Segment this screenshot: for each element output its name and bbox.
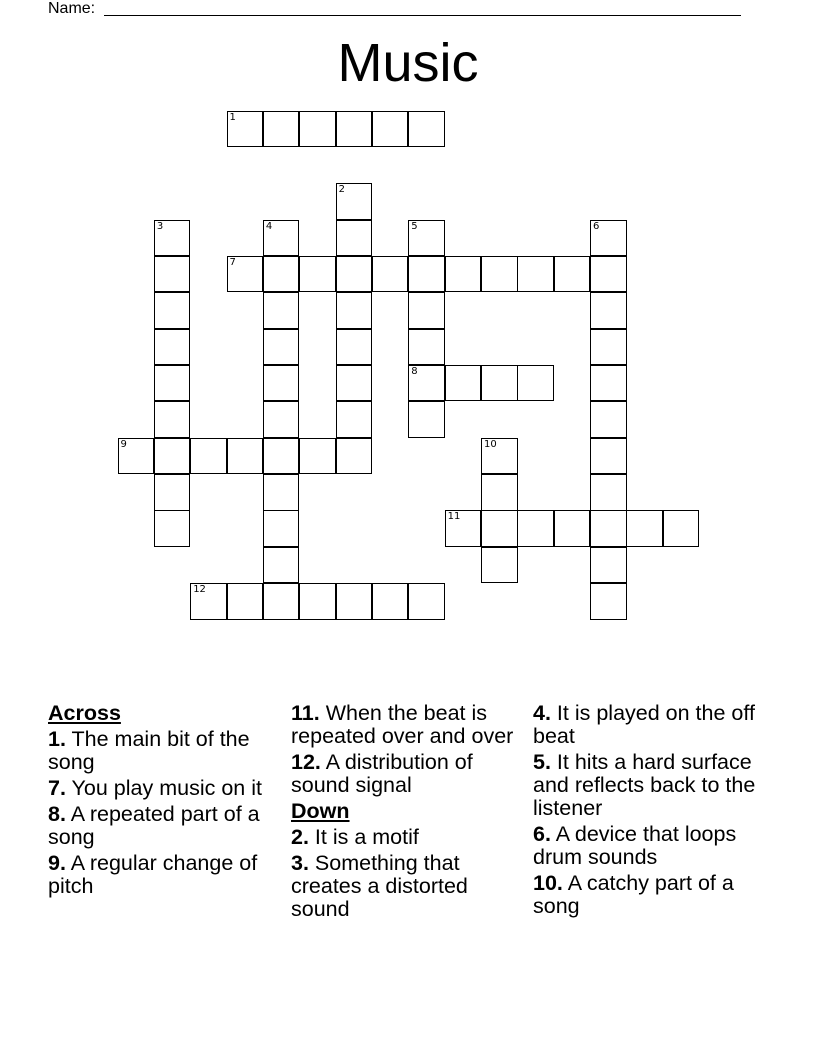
grid-cell[interactable] — [481, 547, 518, 584]
grid-cell[interactable] — [481, 474, 518, 511]
grid-cell[interactable] — [263, 474, 300, 511]
grid-cell[interactable] — [481, 365, 518, 402]
clue-column-1 — [48, 702, 273, 901]
clue-text: When the beat is repeated over and over — [291, 701, 514, 748]
grid-cell[interactable] — [481, 438, 518, 475]
grid-cell[interactable] — [154, 329, 191, 366]
grid-cell[interactable] — [336, 438, 373, 475]
grid-cell[interactable] — [263, 401, 300, 438]
cell-number: 10 — [484, 438, 497, 450]
cell-number: 5 — [411, 220, 418, 232]
name-label: Name: — [48, 0, 96, 17]
grid-cell[interactable] — [263, 438, 300, 475]
grid-cell[interactable] — [663, 510, 700, 547]
clue-number: 9. — [48, 851, 66, 875]
down-heading: Down — [291, 799, 350, 823]
page-title: Music — [337, 33, 479, 93]
grid-cell[interactable] — [263, 365, 300, 402]
grid-cell[interactable] — [299, 438, 336, 475]
grid-cell[interactable] — [263, 292, 300, 329]
grid-cell[interactable] — [590, 329, 627, 366]
grid-cell[interactable] — [445, 365, 482, 402]
grid-cell[interactable] — [263, 111, 300, 148]
grid-cell[interactable] — [372, 583, 409, 620]
grid-cell[interactable] — [263, 329, 300, 366]
clue-across-11 — [291, 702, 516, 748]
clue-down-5 — [533, 751, 763, 820]
grid-cell[interactable] — [336, 220, 373, 257]
clue-text: Something that creates a distorted sound — [291, 851, 468, 921]
cell-number: 8 — [411, 365, 418, 377]
clue-across-8 — [48, 803, 273, 849]
grid-cell[interactable] — [336, 329, 373, 366]
grid-cell[interactable] — [517, 365, 554, 402]
grid-cell[interactable] — [408, 220, 445, 257]
clue-number: 1. — [48, 727, 66, 751]
clue-number: 2. — [291, 825, 309, 849]
grid-cell[interactable] — [408, 401, 445, 438]
grid-cell[interactable] — [190, 583, 227, 620]
grid-cell[interactable] — [299, 583, 336, 620]
clue-number: 10. — [533, 871, 563, 895]
grid-cell[interactable] — [227, 111, 264, 148]
clue-number: 7. — [48, 776, 66, 800]
clue-column-3 — [533, 702, 763, 921]
grid-cell[interactable] — [154, 438, 191, 475]
grid-cell[interactable] — [154, 256, 191, 293]
clue-down-4 — [533, 702, 763, 748]
grid-cell[interactable] — [445, 256, 482, 293]
grid-cell[interactable] — [590, 547, 627, 584]
grid-cell[interactable] — [408, 256, 445, 293]
grid-cell[interactable] — [263, 510, 300, 547]
clue-number: 12. — [291, 750, 321, 774]
grid-cell[interactable] — [154, 292, 191, 329]
across-heading: Across — [48, 701, 121, 725]
clue-column-2 — [291, 702, 516, 924]
grid-cell[interactable] — [445, 510, 482, 547]
clue-text: You play music on it — [71, 776, 262, 800]
grid-cell[interactable] — [590, 365, 627, 402]
clue-down-10 — [533, 872, 763, 918]
grid-cell[interactable] — [336, 183, 373, 220]
grid-cell[interactable] — [626, 510, 663, 547]
clue-across-12 — [291, 751, 516, 797]
grid-cell[interactable] — [263, 583, 300, 620]
clue-text: The main bit of the song — [48, 727, 250, 774]
grid-cell[interactable] — [336, 111, 373, 148]
grid-cell[interactable] — [299, 111, 336, 148]
clue-number: 6. — [533, 822, 551, 846]
clue-down-2 — [291, 826, 516, 849]
grid-cell[interactable] — [372, 111, 409, 148]
grid-cell[interactable] — [227, 256, 264, 293]
clue-across-1 — [48, 728, 273, 774]
grid-cell[interactable] — [154, 510, 191, 547]
grid-cell[interactable] — [372, 256, 409, 293]
grid-cell[interactable] — [336, 401, 373, 438]
grid-cell[interactable] — [590, 401, 627, 438]
grid-cell[interactable] — [590, 292, 627, 329]
grid-cell[interactable] — [118, 438, 155, 475]
cell-number: 1 — [229, 111, 236, 123]
grid-cell[interactable] — [227, 583, 264, 620]
grid-cell[interactable] — [154, 401, 191, 438]
grid-cell[interactable] — [336, 292, 373, 329]
cell-number: 11 — [447, 511, 461, 523]
grid-cell[interactable] — [299, 256, 336, 293]
grid-cell[interactable] — [154, 220, 191, 257]
cell-number: 12 — [193, 584, 206, 596]
grid-cell[interactable] — [590, 474, 627, 511]
grid-cell[interactable] — [590, 510, 627, 547]
clue-text: A repeated part of a song — [48, 802, 260, 849]
grid-cell[interactable] — [154, 474, 191, 511]
grid-cell[interactable] — [190, 438, 227, 475]
clue-number: 3. — [291, 851, 309, 875]
clue-text: A catchy part of a song — [533, 871, 734, 918]
clue-text: A regular change of pitch — [48, 851, 258, 898]
grid-cell[interactable] — [590, 220, 627, 257]
cell-number: 3 — [156, 220, 164, 232]
grid-cell[interactable] — [263, 256, 300, 293]
grid-cell[interactable] — [154, 365, 191, 402]
cell-number: 7 — [229, 256, 236, 268]
clue-across-9 — [48, 852, 273, 898]
grid-cell[interactable] — [336, 583, 373, 620]
clue-down-3 — [291, 852, 516, 921]
grid-cell[interactable] — [517, 510, 554, 547]
grid-cell[interactable] — [227, 438, 264, 475]
cell-number: 2 — [338, 184, 345, 196]
clue-number: 4. — [533, 701, 551, 725]
grid-cell[interactable] — [408, 292, 445, 329]
grid-cell[interactable] — [408, 329, 445, 366]
clue-text: It is a motif — [314, 825, 419, 849]
grid-cell[interactable] — [554, 510, 591, 547]
clue-text: A device that loops drum sounds — [533, 822, 737, 869]
grid-cell[interactable] — [336, 256, 373, 293]
clue-number: 5. — [533, 750, 551, 774]
clue-text: It hits a hard surface and reflects back to the listener — [533, 750, 756, 820]
grid-cell[interactable] — [263, 220, 300, 257]
clue-number: 8. — [48, 802, 66, 826]
grid-cell[interactable] — [554, 256, 591, 293]
grid-cell[interactable] — [263, 547, 300, 584]
clue-across-7 — [48, 777, 273, 800]
grid-cell[interactable] — [517, 256, 554, 293]
grid-cell[interactable] — [481, 256, 518, 293]
grid-cell[interactable] — [408, 365, 445, 402]
clue-number: 11. — [291, 701, 320, 725]
cell-number: 9 — [120, 438, 127, 450]
clue-down-6 — [533, 823, 763, 869]
grid-cell[interactable] — [590, 438, 627, 475]
grid-cell[interactable] — [408, 583, 445, 620]
cell-number: 6 — [593, 220, 600, 232]
grid-cell[interactable] — [481, 510, 518, 547]
grid-cell[interactable] — [408, 111, 445, 148]
grid-cell[interactable] — [590, 256, 627, 293]
clue-text: It is played on the off beat — [533, 701, 755, 748]
clue-text: A distribution of sound signal — [291, 750, 473, 797]
grid-cell[interactable] — [590, 583, 627, 620]
cell-number: 4 — [265, 220, 273, 232]
grid-cell[interactable] — [336, 365, 373, 402]
